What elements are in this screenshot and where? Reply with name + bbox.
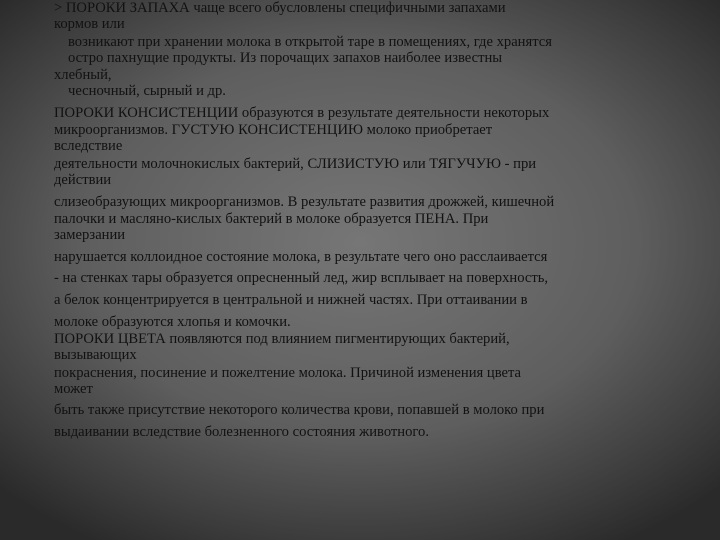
text-line-19: ПОРОКИ ЦВЕТА появляются под влиянием пигментирующих бактерий,: [54, 331, 510, 348]
text-line-20: вызывающих: [54, 347, 137, 364]
text-line-8: микроорганизмов. ГУСТУЮ КОНСИСТЕНЦИЮ молоко приобретает: [54, 122, 493, 139]
text-line-10: деятельности молочнокислых бактерий, СЛИЗИСТУЮ или ТЯГУЧУЮ - при: [54, 155, 537, 172]
text-line-24: выдаивании вследствие болезненного состояния животного.: [54, 423, 429, 440]
text-line-7: ПОРОКИ КОНСИСТЕНЦИИ образуются в результате деятельности некоторых: [54, 104, 550, 121]
text-line-3: возникают при хранении молока в открытой таре в помещениях, где хранятся: [68, 33, 552, 50]
text-line-14: замерзании: [54, 227, 126, 244]
text-line-6: чесночный, сырный и др.: [68, 83, 226, 100]
text-line-22: может: [54, 380, 93, 397]
text-line-17: а белок концентрируется в центральной и нижней частях. При оттаивании в: [54, 291, 528, 308]
text-line-4: остро пахнущие продукты. Из порочащих запахов наиболее известны: [68, 49, 503, 66]
text-line-1: > ПОРОКИ ЗАПАХА чаще всего обусловлены специфичными запахами: [54, 0, 506, 16]
text-line-23: быть также присутствие некоторого количества крови, попавшей в молоко при: [54, 402, 545, 419]
text-line-15: нарушается коллоидное состояние молока, в результате чего оно расслаивается: [54, 248, 548, 265]
text-line-9: вследствие: [54, 138, 123, 155]
slide-text: [54, 2, 684, 444]
text-line-5: хлебный,: [54, 67, 112, 84]
text-line-21: покраснения, посинение и пожелтение молока. Причиной изменения цвета: [54, 364, 522, 381]
text-line-16: - на стенках тары образуется опресненный лед, жир всплывает на поверхность,: [54, 270, 549, 287]
text-line-11: действии: [54, 171, 112, 188]
text-line-18: молоке образуются хлопья и комочки.: [54, 313, 291, 330]
text-line-12: слизеобразующих микроорганизмов. В результате развития дрожжей, кишечной: [54, 193, 555, 210]
text-line-13: палочки и масляно-кислых бактерий в молоке образуется ПЕНА. При: [54, 211, 489, 228]
text-line-2: кормов или: [54, 16, 125, 32]
